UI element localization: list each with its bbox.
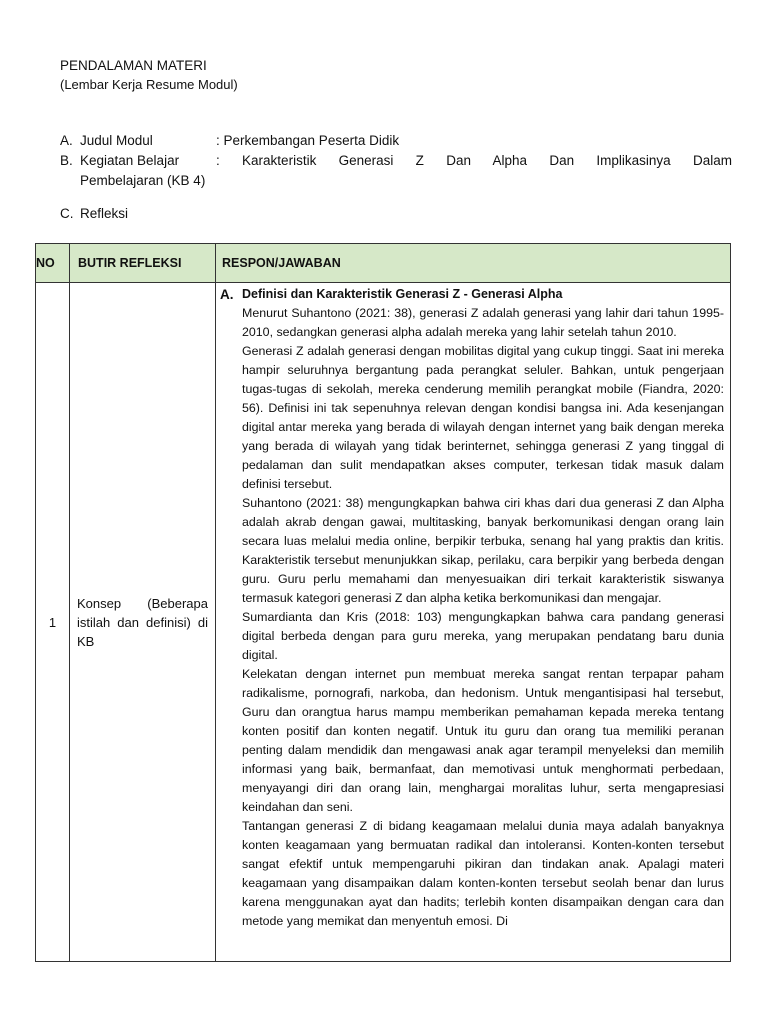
page-title: PENDALAMAN MATERI	[60, 58, 207, 73]
response-content	[216, 283, 730, 961]
paragraph: Suhantono (2021: 38) mengungkapkan bahwa ciri khas dari dua generasi Z dan Alpha adalah akrab dengan gawai, multitasking, banyak berkomunikasi dengan orang lain secara luas melalui media online, berpikir terbuka, senang hal yang praktis dan kritis. Karakteristik tersebut menunjukkan sikap, perilaku, cara berpikir yang berbeda dengan guru. Guru perlu memahami dan menyesuaikan diri terkait karakteristik siswanya termasuk kategori generasi Z dan alpha ketika berkomunikasi dan mengajar.	[242, 496, 724, 605]
table-row	[36, 283, 731, 962]
paragraph: Kelekatan dengan internet pun membuat mereka sangat rentan terpapar paham radikalisme, pornografi, narkoba, dan hedonism. Untuk mengantisipasi hal tersebut, Guru dan orangtua harus mampu memberikan pemahaman kepada mereka tentang konten positif dan konten negatif. Untuk itu guru dan orang tua memiliki peranan penting dalam mendidik dan mengawasi anak agar terampil menyeleksi dan memilih informasi yang baik, bermanfaat, dan memotivasi untuk menghormati perbedaan, menyayangi diri dan orang lain, menghargai moralitas luhur, serta mengapresiasi keindahan dan seni.	[242, 667, 724, 814]
section-b-label: Kegiatan Belajar	[80, 153, 180, 168]
section-b-value: : Karakteristik Generasi Z Dan Alpha Dan Implikasinya Dalam	[216, 153, 732, 168]
section-b-letter: B.	[60, 153, 73, 168]
section-c-label: Refleksi	[80, 206, 129, 221]
subheading-letter: A.	[220, 287, 234, 302]
header-respon: RESPON/JAWABAN	[216, 244, 731, 283]
table-header-row	[36, 244, 731, 283]
section-a-value: : Perkembangan Peserta Didik	[216, 133, 400, 148]
header-no: NO	[36, 244, 70, 283]
row-response	[216, 283, 731, 962]
reflection-table	[35, 243, 731, 962]
paragraph: Menurut Suhantono (2021: 38), generasi Z adalah generasi yang lahir dari tahun 1995-2010, sedangkan generasi alpha adalah mereka yang lahir setelah tahun 2010.	[242, 306, 724, 339]
paragraph: Sumardianta dan Kris (2018: 103) mengungkapkan bahwa cara pandang generasi digital berbeda dengan para guru mereka, yang merupakan pendatang baru dunia digital.	[242, 610, 724, 662]
paragraph: Tantangan generasi Z di bidang keagamaan melalui dunia maya adalah banyaknya konten keagamaan yang bermuatan radikal dan intoleransi. Konten-konten tersebut sangat efektif untuk mempengaruhi pikiran dan tindakan anak. Apalagi materi keagamaan yang disampaikan dalam konten-konten tersebut seolah benar dan lurus karena menggunakan ayat dan hadits; terlebih konten disampaikan dengan cara dan metode yang memikat dan menyentuh emosi. Di	[242, 819, 724, 928]
section-b-value-cont: Pembelajaran (KB 4)	[80, 173, 206, 188]
section-b	[60, 151, 732, 171]
section-a	[60, 131, 732, 151]
paragraph: Generasi Z adalah generasi dengan mobilitas digital yang cukup tinggi. Saat ini mereka hampir seluruhnya bergantung pada perangkat seluler. Bahkan, untuk pengerjaan tugas-tugas di sekolah, mereka cenderung memilih perangkat mobile (Fiandra, 2020: 56). Definisi ini tak sepenuhnya relevan dengan kondisi bangsa ini. Ada kesenjangan digital antar mereka yang berada di wilayah dengan internet yang baik dengan mereka yang berada di wilayah yang tidak berinternet, sehingga generasi Z yang tinggal di pedalaman dan sulit mendapatkan akses computer, terkesan tidak masuk dalam definisi tersebut.	[242, 344, 724, 491]
row-number: 1	[36, 283, 70, 962]
module-info	[60, 131, 732, 224]
row-butir: Konsep (Beberapa istilah dan definisi) di KB	[70, 283, 216, 962]
section-c-letter: C.	[60, 206, 74, 221]
subheading-title: Definisi dan Karakteristik Generasi Z - Generasi Alpha	[242, 287, 563, 301]
section-b-continued	[60, 171, 732, 191]
section-c	[60, 204, 732, 224]
header-butir: BUTIR REFLEKSI	[70, 244, 216, 283]
page-subtitle: (Lembar Kerja Resume Modul)	[60, 77, 238, 92]
section-a-letter: A.	[60, 133, 73, 148]
section-a-label: Judul Modul	[80, 133, 153, 148]
response-subheading	[220, 285, 724, 304]
response-paragraphs	[220, 304, 724, 931]
document-header	[60, 56, 238, 94]
